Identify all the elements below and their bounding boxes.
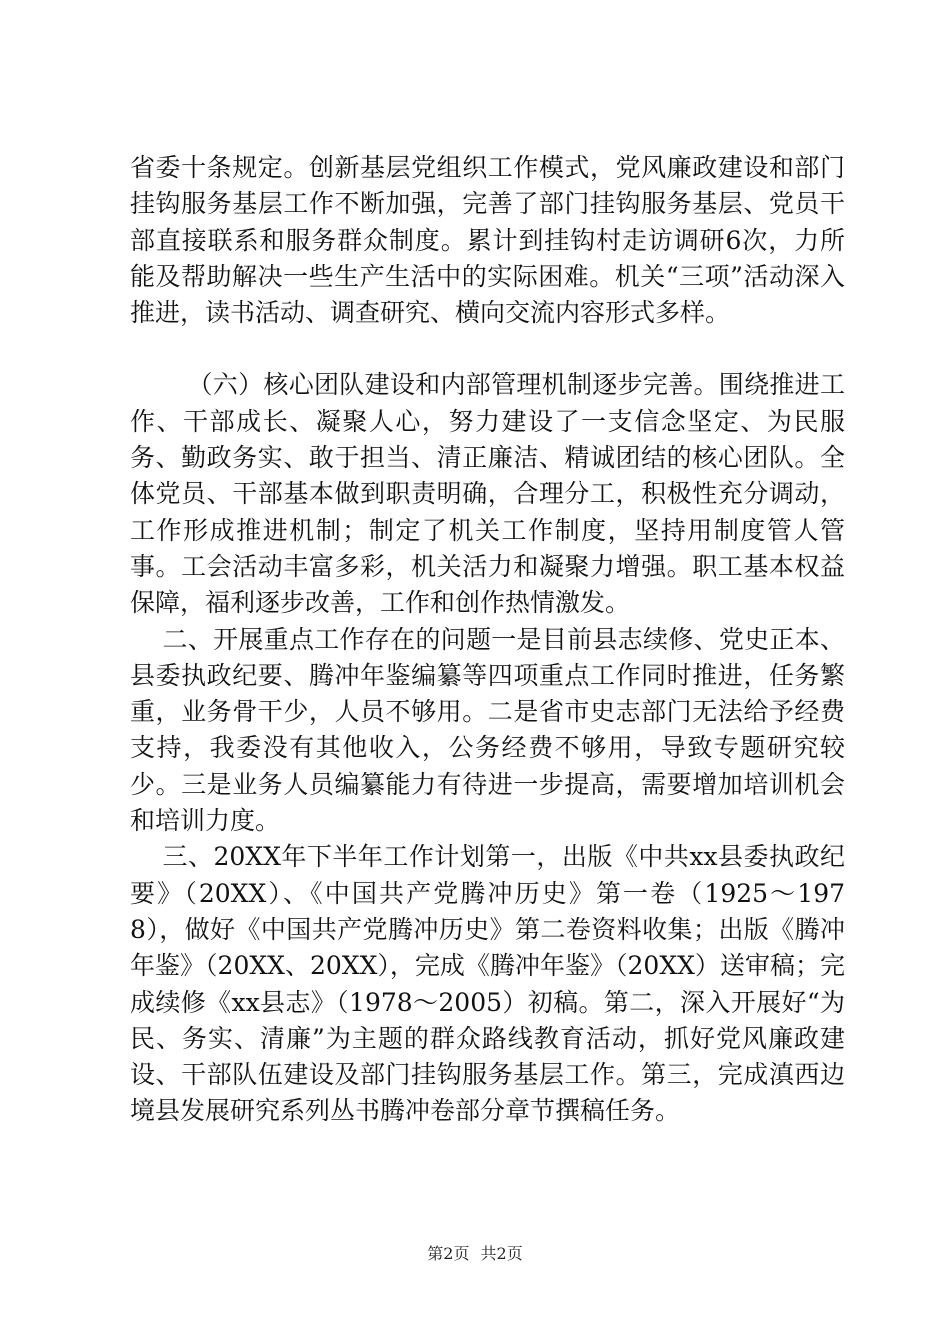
page-number: 第2页 (427, 1244, 470, 1263)
paragraph-2: （六）核心团队建设和内部管理机制逐步完善。围绕推进工作、干部成长、凝聚人心，努力建设了一支信念坚定、为民服务、勤政务实、敢于担当、清正廉洁、精诚团结的核心团队。全体党员、干部基本做到职责明确，合理分工，积极性充分调动，工作形成推进机制；制定了机关工作制度，坚持用制度管人管事。工会活动丰富多彩，机关活力和凝聚力增强。职工基本权益保障，福利逐步改善，工作和创作热情激发。 (130, 370, 845, 618)
paragraph-4: 三、20XX年下半年工作计划第一，出版《中共xx县委执政纪要》（20XX）、《中国共产党腾冲历史》第一卷（1925～1978），做好《中国共产党腾冲历史》第二卷资料收集；出版《腾冲年鉴》（20XX、20XX），完成《腾冲年鉴》（20XX）送审稿；完成续修《xx县志》（1978～2005）初稿。第二，深入开展好“为民、务实、清廉”为主题的群众路线教育活动，抓好党风廉政建设、干部队伍建设及部门挂钩服务基层工作。第三，完成滇西边境县发展研究系列丛书腾冲卷部分章节撰稿任务。 (130, 842, 845, 1126)
page-footer (0, 1244, 950, 1264)
page-total: 共2页 (480, 1244, 523, 1263)
document-body (130, 150, 845, 1130)
paragraph-3: 二、开展重点工作存在的问题一是目前县志续修、党史正本、县委执政纪要、腾冲年鉴编纂等四项重点工作同时推进，任务繁重，业务骨干少，人员不够用。二是省市史志部门无法给予经费支持，我委没有其他收入，公务经费不够用，导致专题研究较少。三是业务人员编纂能力有待进一步提高，需要增加培训机会和培训力度。 (130, 624, 845, 836)
paragraph-1: 省委十条规定。创新基层党组织工作模式，党风廉政建设和部门挂钩服务基层工作不断加强，完善了部门挂钩服务基层、党员干部直接联系和服务群众制度。累计到挂钩村走访调研6次，力所能及帮助解决一些生产生活中的实际困难。机关“三项”活动深入推进，读书活动、调查研究、横向交流内容形式多样。 (130, 153, 845, 328)
